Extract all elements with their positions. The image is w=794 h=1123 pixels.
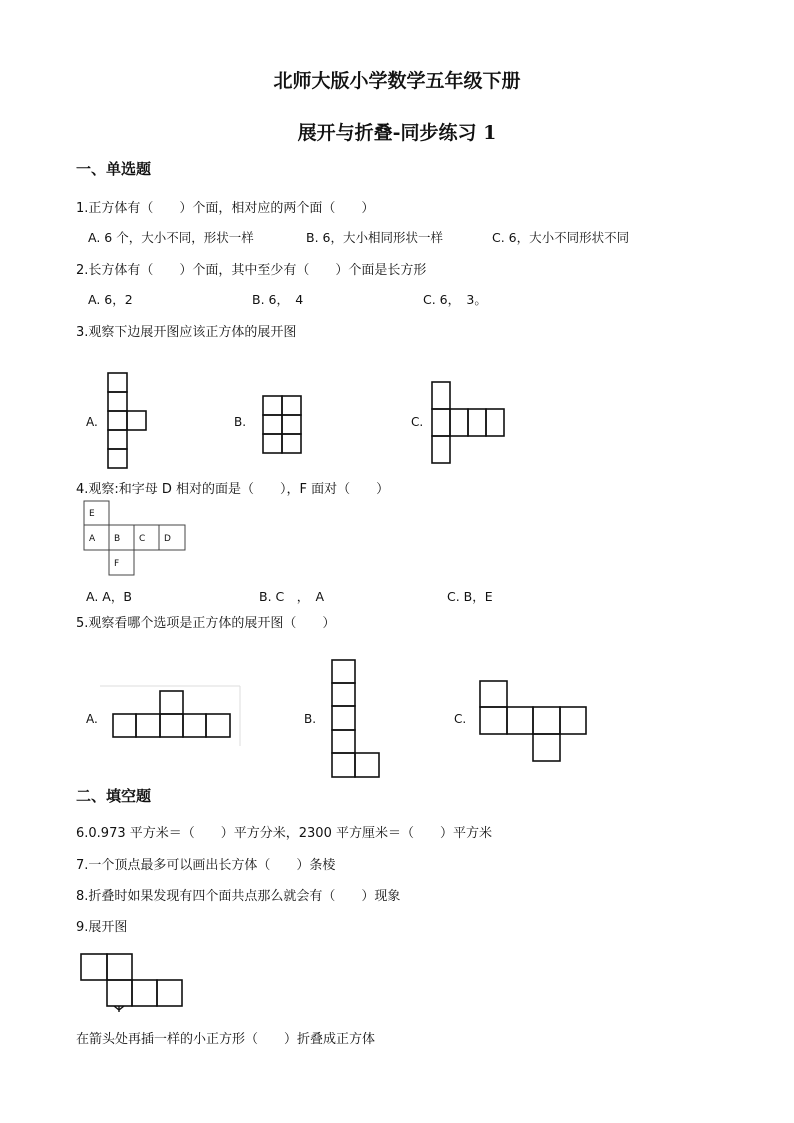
q2-option-b[interactable]: B. 6， 4 [252,292,304,307]
net-letter-d: D [164,534,171,544]
q1-option-a[interactable]: A. 6 个，大小不同，形状一样 [88,230,254,245]
net-letter-c: C [139,534,146,544]
question-3: 3.观察下边展开图应该正方体的展开图 [76,325,297,340]
q5-net-b [332,660,382,780]
q3-option-c-label[interactable]: C. [411,415,424,429]
q5-net-c [480,681,588,763]
q3-net-a [108,373,150,469]
net-letter-e: E [89,509,95,519]
net-letter-f: F [114,559,120,569]
q4-option-c[interactable]: C. B，E [447,589,493,604]
page-subtitle: 展开与折叠-同步练习 1 [297,122,497,144]
page-title: 北师大版小学数学五年级下册 [273,70,521,92]
q2-option-c[interactable]: C. 6， 3。 [423,292,487,307]
q1-option-b[interactable]: B. 6，大小相同形状一样 [306,230,443,245]
question-2: 2.长方体有（ ）个面，其中至少有（ ）个面是长方形 [76,263,427,278]
q5-net-a [100,686,242,748]
q3-option-a-label[interactable]: A. [86,415,98,429]
section-heading-single-choice: 一、单选题 [76,160,152,178]
section-heading-fill-blank: 二、填空题 [76,787,152,805]
question-9: 9.展开图 [76,920,128,935]
arrow-marker-icon [114,1006,124,1012]
q3-net-c [432,382,506,464]
net-letter-a: A [89,534,96,544]
question-1: 1.正方体有（ ）个面，相对应的两个面（ ） [76,201,375,216]
q3-option-b-label[interactable]: B. [234,415,247,429]
q4-option-a[interactable]: A. A，B [86,589,132,604]
question-8: 8.折叠时如果发现有四个面共点那么就会有（ ）现象 [76,889,401,904]
net-letter-b: B [114,534,121,544]
q4-labeled-net [84,501,188,577]
question-5: 5.观察看哪个选项是正方体的展开图（ ） [76,616,336,631]
q2-option-a[interactable]: A. 6，2 [88,292,133,307]
q5-option-c-label[interactable]: C. [454,712,467,726]
q1-option-c[interactable]: C. 6，大小不同形状不同 [492,230,630,245]
question-6: 6.0.973 平方米＝（ ）平方分米，2300 平方厘米＝（ ）平方米 [76,826,492,841]
q3-net-b [263,396,303,454]
q5-option-a-label[interactable]: A. [86,712,98,726]
q4-option-b[interactable]: B. C ， A [259,589,325,604]
question-7: 7.一个顶点最多可以画出长方体（ ）条棱 [76,858,336,873]
q5-option-b-label[interactable]: B. [304,712,317,726]
question-4: 4.观察:和字母 D 相对的面是（ ），F 面对（ ） [76,482,390,497]
q9-net [81,954,185,1014]
question-9-followup: 在箭头处再插一样的小正方形（ ）折叠成正方体 [76,1032,376,1047]
